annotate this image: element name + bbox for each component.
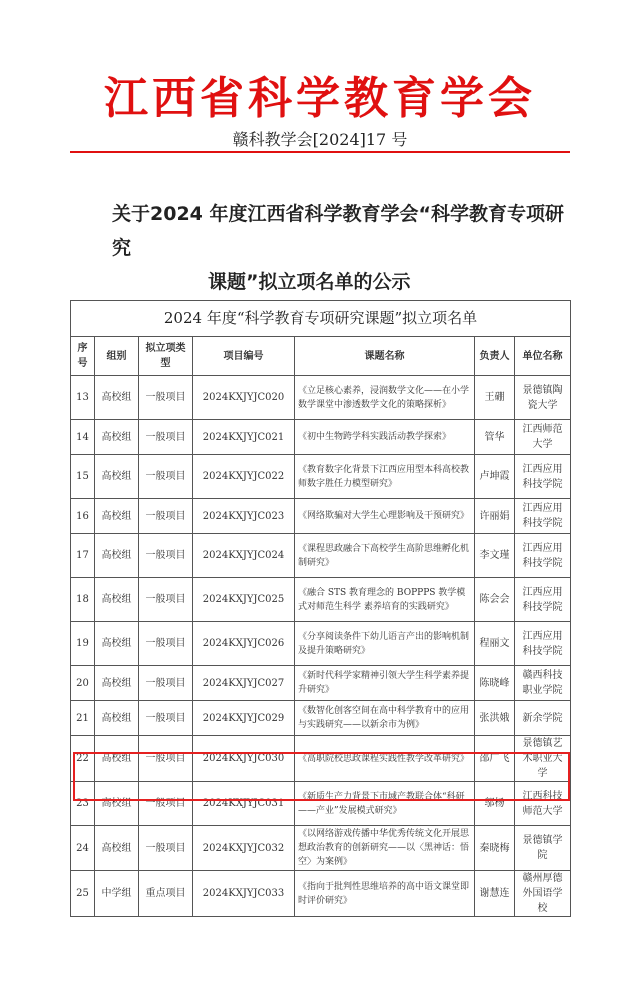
project-list (70, 300, 570, 917)
cell-group: 高校组 (95, 666, 139, 701)
notice-title (70, 197, 570, 299)
cell-code: 2024KXJYJC020 (193, 376, 295, 420)
cell-unit: 江西科技师范大学 (515, 782, 571, 826)
column-header: 课题名称 (295, 337, 475, 376)
cell-number: 22 (71, 736, 95, 782)
column-header: 负责人 (475, 337, 515, 376)
cell-lead: 卢坤霞 (475, 455, 515, 499)
cell-lead: 许丽娟 (475, 499, 515, 534)
cell-group: 高校组 (95, 826, 139, 871)
cell-code: 2024KXJYJC032 (193, 826, 295, 871)
cell-number: 17 (71, 534, 95, 578)
cell-code: 2024KXJYJC023 (193, 499, 295, 534)
cell-type: 一般项目 (139, 782, 193, 826)
cell-unit: 赣州厚德外国语学校 (515, 871, 571, 917)
cell-type: 一般项目 (139, 578, 193, 622)
cell-title: 《数智化创客空间在高中科学教育中的应用与实践研究——以新余市为例》 (295, 701, 475, 736)
cell-title: 《课程思政融合下高校学生高阶思维孵化机制研究》 (295, 534, 475, 578)
cell-unit: 江西应用科技学院 (515, 499, 571, 534)
cell-title: 《网络欺骗对大学生心理影响及干预研究》 (295, 499, 475, 534)
cell-group: 高校组 (95, 376, 139, 420)
table-row (71, 578, 571, 622)
cell-title: 《指向于批判性思维培养的高中语文课堂即时评价研究》 (295, 871, 475, 917)
cell-group: 高校组 (95, 701, 139, 736)
cell-title: 《新时代科学家精神引领大学生科学素养提升研究》 (295, 666, 475, 701)
table-row (71, 622, 571, 666)
cell-lead: 秦晓梅 (475, 826, 515, 871)
table-row (71, 736, 571, 782)
cell-unit: 江西应用科技学院 (515, 622, 571, 666)
cell-lead: 谢慧连 (475, 871, 515, 917)
cell-lead: 邬杨 (475, 782, 515, 826)
cell-number: 16 (71, 499, 95, 534)
cell-lead: 陈会会 (475, 578, 515, 622)
cell-unit: 景德镇艺术职业大学 (515, 736, 571, 782)
cell-unit: 江西应用科技学院 (515, 455, 571, 499)
cell-title: 《分享阅读条件下幼儿语言产出的影响机制及提升策略研究》 (295, 622, 475, 666)
cell-type: 一般项目 (139, 666, 193, 701)
cell-type: 一般项目 (139, 455, 193, 499)
column-header: 组别 (95, 337, 139, 376)
cell-lead: 李文瑾 (475, 534, 515, 578)
cell-lead: 张洪娥 (475, 701, 515, 736)
cell-title: 《高职院校思政课程实践性教学改革研究》 (295, 736, 475, 782)
cell-code: 2024KXJYJC021 (193, 420, 295, 455)
cell-number: 13 (71, 376, 95, 420)
table-row (71, 499, 571, 534)
cell-unit: 景德镇学院 (515, 826, 571, 871)
table-row (71, 534, 571, 578)
cell-unit: 景德镇陶瓷大学 (515, 376, 571, 420)
cell-code: 2024KXJYJC033 (193, 871, 295, 917)
cell-unit: 江西应用科技学院 (515, 578, 571, 622)
cell-code: 2024KXJYJC025 (193, 578, 295, 622)
cell-title: 《教育数字化背景下江西应用型本科高校教师数字胜任力模型研究》 (295, 455, 475, 499)
cell-title: 《立足核心素养，浸润数学文化——在小学数学课堂中渗透数学文化的策略探析》 (295, 376, 475, 420)
column-header: 拟立项类型 (139, 337, 193, 376)
cell-group: 高校组 (95, 736, 139, 782)
cell-group: 高校组 (95, 420, 139, 455)
cell-unit: 江西师范大学 (515, 420, 571, 455)
cell-lead: 陈晓峰 (475, 666, 515, 701)
cell-unit: 江西应用科技学院 (515, 534, 571, 578)
cell-title: 《初中生物跨学科实践活动教学探索》 (295, 420, 475, 455)
cell-type: 一般项目 (139, 736, 193, 782)
cell-number: 15 (71, 455, 95, 499)
notice-title-line2: 课题”拟立项名单的公示 (208, 271, 411, 293)
cell-lead: 程丽文 (475, 622, 515, 666)
cell-code: 2024KXJYJC027 (193, 666, 295, 701)
cell-title: 《以网络游戏传播中华优秀传统文化开展思想政治教育的创新研究——以〈黑神话：悟空〉为案例》 (295, 826, 475, 871)
cell-code: 2024KXJYJC024 (193, 534, 295, 578)
cell-number: 21 (71, 701, 95, 736)
table-row (71, 666, 571, 701)
document-number: 赣科教学会[2024]17 号 (232, 130, 408, 149)
cell-group: 高校组 (95, 782, 139, 826)
cell-type: 一般项目 (139, 622, 193, 666)
cell-type: 一般项目 (139, 376, 193, 420)
cell-group: 高校组 (95, 455, 139, 499)
table-header-row (71, 337, 571, 376)
cell-unit: 新余学院 (515, 701, 571, 736)
table-caption: 2024 年度“科学教育专项研究课题”拟立项名单 (71, 301, 571, 337)
cell-code: 2024KXJYJC022 (193, 455, 295, 499)
table-row (71, 782, 571, 826)
cell-number: 18 (71, 578, 95, 622)
table-row (71, 376, 571, 420)
table-row (71, 455, 571, 499)
cell-group: 高校组 (95, 578, 139, 622)
cell-number: 20 (71, 666, 95, 701)
red-divider (70, 151, 570, 153)
column-header: 序号 (71, 337, 95, 376)
cell-lead: 王硼 (475, 376, 515, 420)
cell-type: 一般项目 (139, 701, 193, 736)
cell-group: 高校组 (95, 534, 139, 578)
column-header: 单位名称 (515, 337, 571, 376)
cell-type: 一般项目 (139, 420, 193, 455)
cell-code: 2024KXJYJC029 (193, 701, 295, 736)
table-row (71, 420, 571, 455)
cell-number: 23 (71, 782, 95, 826)
cell-code: 2024KXJYJC031 (193, 782, 295, 826)
cell-group: 中学组 (95, 871, 139, 917)
cell-lead: 邵广飞 (475, 736, 515, 782)
cell-type: 一般项目 (139, 499, 193, 534)
cell-title: 《新质生产力背景下市域产教联合体“科研——产业”发展模式研究》 (295, 782, 475, 826)
cell-number: 25 (71, 871, 95, 917)
cell-group: 高校组 (95, 499, 139, 534)
table-row (71, 826, 571, 871)
cell-title: 《融合 STS 教育理念的 BOPPPS 教学模式对师范生科学 素养培育的实践研究》 (295, 578, 475, 622)
column-header: 项目编号 (193, 337, 295, 376)
cell-number: 19 (71, 622, 95, 666)
cell-type: 重点项目 (139, 871, 193, 917)
cell-type: 一般项目 (139, 826, 193, 871)
table-row (71, 701, 571, 736)
project-table (70, 300, 571, 917)
cell-number: 24 (71, 826, 95, 871)
cell-unit: 赣西科技职业学院 (515, 666, 571, 701)
cell-code: 2024KXJYJC026 (193, 622, 295, 666)
cell-code: 2024KXJYJC030 (193, 736, 295, 782)
cell-lead: 管华 (475, 420, 515, 455)
table-row (71, 871, 571, 917)
society-title: 江西省科学教育学会 (104, 73, 536, 124)
cell-group: 高校组 (95, 622, 139, 666)
notice-title-line1: 关于2024 年度江西省科学教育学会“科学教育专项研究 (112, 203, 564, 259)
cell-type: 一般项目 (139, 534, 193, 578)
cell-number: 14 (71, 420, 95, 455)
